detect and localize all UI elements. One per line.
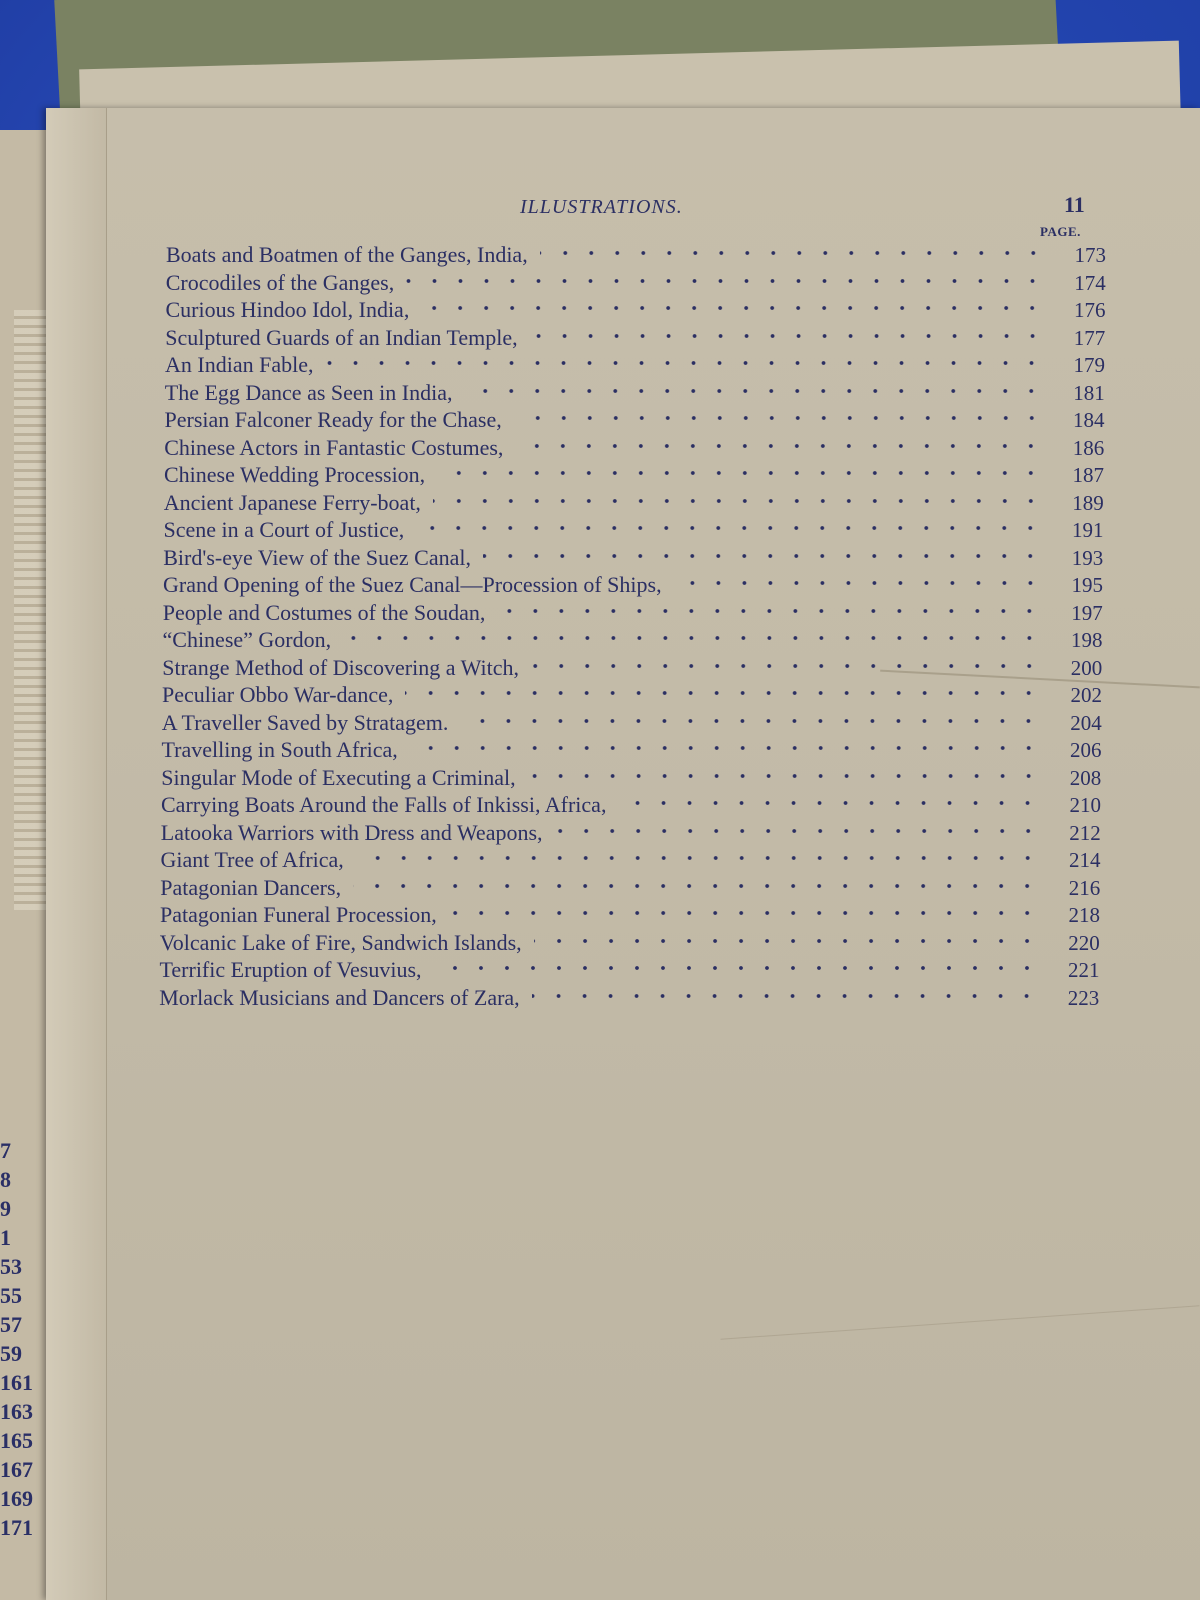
illustration-page-number: 197 xyxy=(1071,600,1103,625)
list-item xyxy=(161,847,1101,875)
list-item xyxy=(166,242,1106,270)
dot-leader xyxy=(531,657,1042,675)
left-page-number: 167 xyxy=(0,1457,33,1482)
illustration-page-number: 177 xyxy=(1073,325,1106,350)
list-item xyxy=(161,765,1101,793)
illustration-title: Patagonian Dancers, xyxy=(160,874,342,900)
illustration-page-number: 202 xyxy=(1070,683,1102,707)
illustration-page-number: 223 xyxy=(1067,985,1100,1010)
list-item xyxy=(164,435,1104,463)
list-item xyxy=(164,462,1104,490)
list-item xyxy=(166,297,1106,325)
dot-leader xyxy=(416,519,1043,537)
illustration-title: Persian Falconer Ready for the Chase, xyxy=(164,407,502,432)
left-page-number: 7 xyxy=(0,1138,11,1163)
dot-leader xyxy=(343,629,1042,647)
list-item xyxy=(161,820,1101,848)
list-item xyxy=(163,545,1103,573)
dot-leader xyxy=(618,794,1041,812)
dot-leader xyxy=(483,547,1043,565)
list-item xyxy=(162,682,1102,710)
illustration-page-number: 220 xyxy=(1068,930,1100,955)
dot-leader xyxy=(534,932,1040,950)
illustration-title: Giant Tree of Africa, xyxy=(160,847,344,872)
list-item xyxy=(162,655,1102,683)
illustration-title: An Indian Fable, xyxy=(165,352,314,377)
dot-leader xyxy=(410,739,1042,757)
illustration-page-number: 193 xyxy=(1071,545,1104,570)
illustration-page-number: 191 xyxy=(1072,518,1104,542)
illustration-page-number: 173 xyxy=(1074,243,1106,267)
torn-page-edge xyxy=(46,108,107,1600)
dot-leader xyxy=(532,987,1040,1005)
list-item xyxy=(164,517,1104,545)
list-item xyxy=(159,985,1099,1013)
illustration-title: Peculiar Obbo War-dance, xyxy=(162,682,394,707)
dot-leader xyxy=(325,354,1045,372)
dot-leader xyxy=(353,877,1040,895)
dot-leader xyxy=(433,492,1044,510)
dot-leader xyxy=(460,712,1041,730)
dot-leader xyxy=(497,602,1042,620)
left-page-number: 163 xyxy=(0,1399,33,1424)
illustration-page-number: 184 xyxy=(1073,408,1105,432)
illustration-page-number: 204 xyxy=(1070,710,1102,735)
dot-leader xyxy=(405,684,1042,702)
illustration-title: Bird's-eye View of the Suez Canal, xyxy=(163,544,471,570)
illustration-title: “Chinese” Gordon, xyxy=(162,627,332,652)
list-item xyxy=(160,957,1100,985)
list-item xyxy=(162,737,1102,765)
illustration-page-number: 179 xyxy=(1073,353,1105,377)
list-item xyxy=(164,490,1104,518)
illustration-title: People and Costumes of the Soudan, xyxy=(162,599,486,625)
left-page-number: 8 xyxy=(0,1167,11,1192)
illustration-page-number: 206 xyxy=(1070,738,1102,762)
list-item xyxy=(166,270,1106,298)
dot-leader xyxy=(421,299,1045,317)
dot-leader xyxy=(356,849,1041,867)
illustration-page-number: 195 xyxy=(1071,573,1103,597)
illustration-page-number: 181 xyxy=(1073,380,1105,405)
dot-leader xyxy=(555,822,1041,840)
illustration-title: Singular Mode of Executing a Criminal, xyxy=(161,764,516,790)
page-column-label: PAGE. xyxy=(1040,224,1081,239)
illustration-page-number: 174 xyxy=(1074,270,1106,295)
illustration-title: Sculptured Guards of an Indian Temple, xyxy=(165,324,518,350)
illustrations-list xyxy=(158,242,1106,1012)
illustration-title: Volcanic Lake of Fire, Sandwich Islands, xyxy=(159,929,522,955)
illustration-page-number: 176 xyxy=(1074,298,1106,322)
dot-leader xyxy=(530,327,1046,345)
page-number: 11 xyxy=(1064,192,1085,217)
dot-leader xyxy=(434,959,1040,977)
dot-leader xyxy=(515,437,1044,455)
list-item xyxy=(162,710,1102,738)
left-page-number: 171 xyxy=(0,1515,33,1540)
list-item xyxy=(165,380,1105,408)
illustration-title: Curious Hindoo Idol, India, xyxy=(165,297,410,322)
illustration-title: Grand Opening of the Suez Canal—Procession of Ships, xyxy=(163,572,662,597)
illustration-title: Latooka Warriors with Dress and Weapons, xyxy=(160,819,543,845)
illustration-title: Scene in a Court of Justice, xyxy=(163,517,405,542)
illustration-title: Chinese Actors in Fantastic Costumes, xyxy=(164,434,504,460)
list-item xyxy=(163,572,1103,600)
illustration-title: Crocodiles of the Ganges, xyxy=(165,269,395,295)
illustration-title: Morlack Musicians and Dancers of Zara, xyxy=(159,984,520,1010)
list-item xyxy=(165,325,1105,353)
dot-leader xyxy=(674,574,1043,592)
illustration-page-number: 208 xyxy=(1069,765,1102,790)
dot-leader xyxy=(437,464,1044,482)
list-item xyxy=(163,627,1103,655)
illustration-title: Chinese Wedding Procession, xyxy=(164,462,426,487)
illustration-page-number: 216 xyxy=(1068,875,1101,900)
list-item xyxy=(161,792,1101,820)
left-page-number: 1 xyxy=(0,1225,11,1250)
left-page-number: 169 xyxy=(0,1486,33,1511)
left-page-number: 9 xyxy=(0,1196,11,1221)
dot-leader xyxy=(514,409,1045,427)
running-title: ILLUSTRATIONS. xyxy=(520,196,683,218)
illustration-title: Patagonian Funeral Procession, xyxy=(160,902,437,927)
illustration-title: Boats and Boatmen of the Ganges, India, xyxy=(166,242,528,267)
left-page-number: 161 xyxy=(0,1370,33,1395)
illustration-title: Travelling in South Africa, xyxy=(161,737,398,762)
dot-leader xyxy=(540,244,1046,262)
illustration-title: Ancient Japanese Ferry-boat, xyxy=(163,489,421,515)
illustration-page-number: 186 xyxy=(1072,435,1105,460)
list-item xyxy=(160,930,1100,958)
illustration-page-number: 187 xyxy=(1072,463,1104,487)
dot-leader xyxy=(528,767,1042,785)
dot-leader xyxy=(464,382,1044,400)
illustration-page-number: 218 xyxy=(1068,903,1100,927)
page-header xyxy=(0,192,1200,226)
left-page-number: 53 xyxy=(0,1254,22,1279)
illustration-title: Carrying Boats Around the Falls of Inkissi, Africa, xyxy=(161,792,607,817)
illustration-page-number: 212 xyxy=(1069,820,1101,845)
illustration-page-number: 210 xyxy=(1069,793,1101,817)
left-page-number: 59 xyxy=(0,1341,22,1366)
list-item xyxy=(163,600,1103,628)
list-item xyxy=(165,352,1105,380)
left-page-numbers xyxy=(0,1136,50,1542)
illustration-page-number: 200 xyxy=(1070,655,1103,680)
illustration-title: The Egg Dance as Seen in India, xyxy=(164,379,453,405)
illustration-title: A Traveller Saved by Stratagem. xyxy=(161,709,449,735)
left-page-number: 55 xyxy=(0,1283,22,1308)
list-item xyxy=(160,902,1100,930)
illustration-page-number: 214 xyxy=(1069,848,1101,872)
dot-leader xyxy=(406,272,1046,290)
illustration-page-number: 221 xyxy=(1068,958,1100,982)
illustration-page-number: 198 xyxy=(1071,628,1103,652)
illustration-title: Strange Method of Discovering a Witch, xyxy=(162,654,519,680)
list-item xyxy=(165,407,1105,435)
left-page-number: 57 xyxy=(0,1312,22,1337)
dot-leader xyxy=(449,904,1040,922)
illustration-title: Terrific Eruption of Vesuvius, xyxy=(159,957,422,982)
left-page-number: 165 xyxy=(0,1428,33,1453)
illustration-page-number: 189 xyxy=(1072,490,1104,515)
list-item xyxy=(160,875,1100,903)
